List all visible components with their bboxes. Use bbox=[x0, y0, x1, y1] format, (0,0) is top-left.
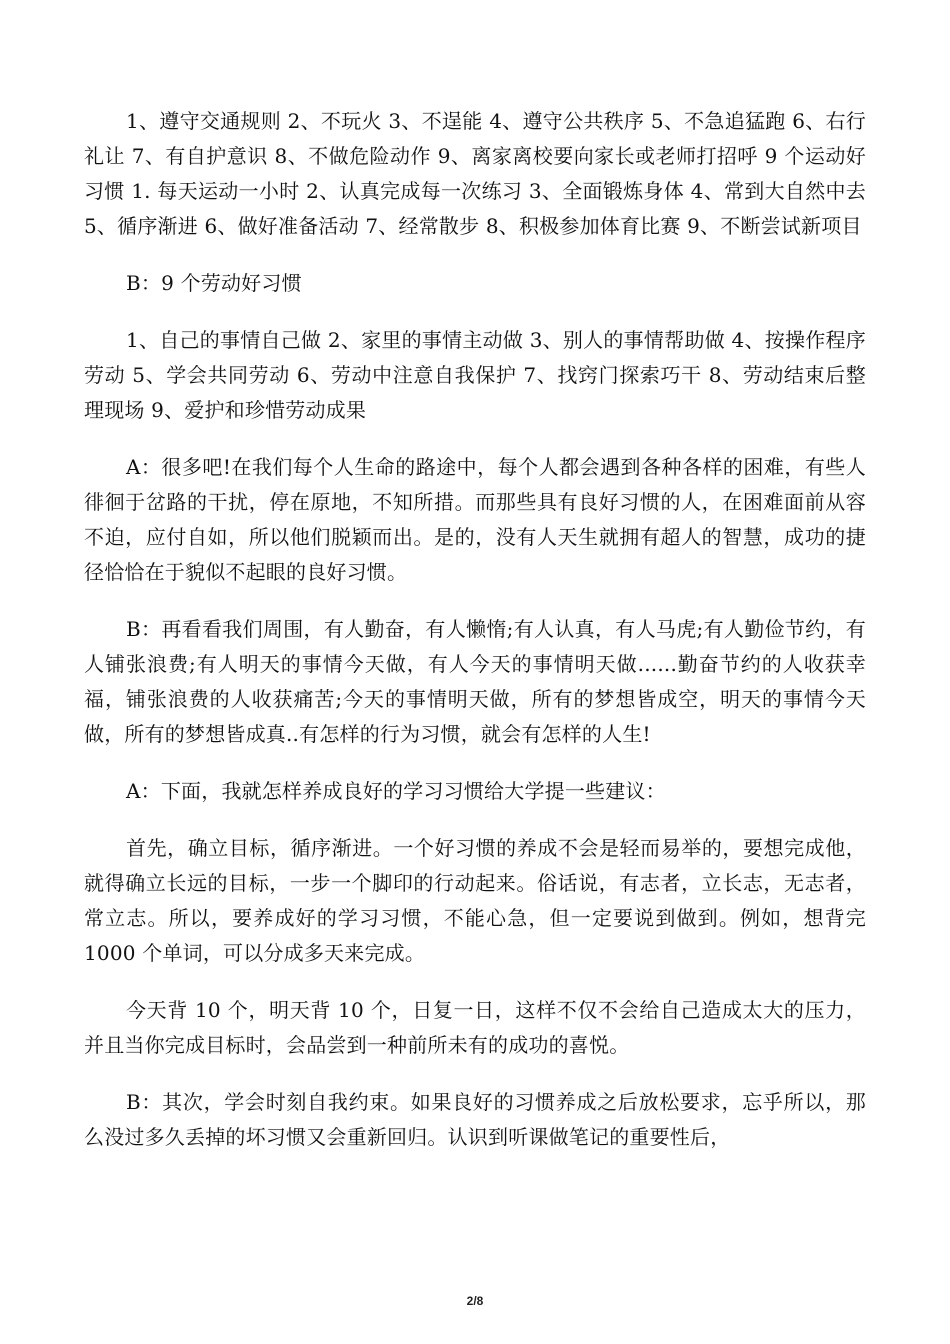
page-number: 2/8 bbox=[466, 1294, 484, 1308]
paragraph-a-suggestions-intro: A：下面，我就怎样养成良好的学习习惯给大学提一些建议： bbox=[126, 779, 666, 803]
paragraph-labor-habits-heading: B：9 个劳动好习惯 bbox=[126, 271, 302, 295]
paragraph-safety-and-sports-habits: 1、遵守交通规则 2、不玩火 3、不逞能 4、遵守公共秩序 5、不急追猛跑 6、右行礼让 7、有自护意识 8、不做危险动作 9、离家离校要向家长或老师打招呼 9 个运动好习惯 1. 每天运动一小时 2、认真完成每一次练习 3、全面锻炼身体 4、常到大自然中去 5、循序渐进 6、做好准备活动 7、经常散步 8、积极参加体育比赛 9、不断尝试新项目 bbox=[84, 109, 866, 238]
paragraph-first-set-goals: 首先，确立目标，循序渐进。一个好习惯的养成不会是轻而易举的，要想完成他，就得确立长远的目标，一步一个脚印的行动起来。俗话说，有志者，立长志，无志者，常立志。所以，要养成好的学习习惯，不能心急，但一定要说到做到。例如，想背完 1000 个单词，可以分成多天来完成。 bbox=[84, 836, 866, 965]
paragraph-ten-words-a-day: 今天背 10 个，明天背 10 个，日复一日，这样不仅不会给自己造成太大的压力，并且当你完成目标时，会品尝到一种前所未有的成功的喜悦。 bbox=[84, 998, 866, 1057]
paragraph-labor-habits-list: 1、自己的事情自己做 2、家里的事情主动做 3、别人的事情帮助做 4、按操作程序劳动 5、学会共同劳动 6、劳动中注意自我保护 7、找窍门探索巧干 8、劳动结束后整理现场 9、爱护和珍惜劳动成果 bbox=[84, 328, 866, 422]
paragraph-b-look-around: B：再看看我们周围，有人勤奋，有人懒惰;有人认真，有人马虎;有人勤俭节约，有人铺张浪费;有人明天的事情今天做，有人今天的事情明天做......勤奋节约的人收获幸福，铺张浪费的人收获痛苦;今天的事情明天做，所有的梦想皆成空，明天的事情今天做，所有的梦想皆成真..有怎样的行为习惯，就会有怎样的人生! bbox=[84, 617, 866, 746]
paragraph-b-self-discipline: B：其次，学会时刻自我约束。如果良好的习惯养成之后放松要求，忘乎所以，那么没过多久丢掉的坏习惯又会重新回归。认识到听课做笔记的重要性后， bbox=[84, 1090, 866, 1149]
document-body bbox=[84, 104, 866, 1177]
paragraph-a-many-difficulties: A：很多吧!在我们每个人生命的路途中，每个人都会遇到各种各样的困难，有些人徘徊于岔路的干扰，停在原地，不知所措。而那些具有良好习惯的人，在困难面前从容不迫，应付自如，所以他们脱颖而出。是的，没有人天生就拥有超人的智慧，成功的捷径恰恰在于貌似不起眼的良好习惯。 bbox=[84, 455, 866, 584]
